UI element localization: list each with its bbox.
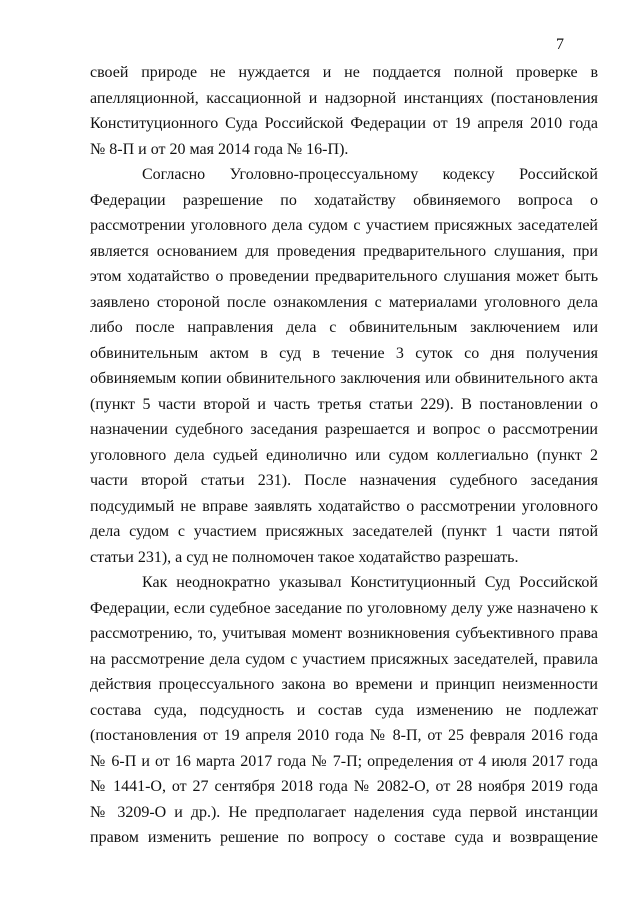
text-line: уголовного дела судьей единолично или судом коллегиально (пункт 2 xyxy=(90,446,598,464)
text-line: назначении судебного заседания разрешается и вопрос о рассмотрении xyxy=(90,421,598,438)
text-line: своей природе не нуждается и не поддается полной проверке в xyxy=(90,64,598,81)
text-line: обвиняемым копии обвинительного заключения или обвинительного акта xyxy=(90,370,598,387)
text-line: заявлено стороной после ознакомления с материалами уголовного дела xyxy=(90,293,598,311)
text-line: апелляционной, кассационной и надзорной инстанциях (постановления xyxy=(90,89,598,107)
text-line: рассмотрении уголовного дела судом с участием присяжных заседателей xyxy=(90,217,598,234)
text-line: состава суда, подсудность и состав суда изменению не подлежат xyxy=(90,701,598,719)
text-line: обвинительным актом в суд в течение 3 суток со дня получения xyxy=(90,344,598,362)
text-line: № 3209-О и др.). Не предполагает наделения суда первой инстанции xyxy=(90,803,598,821)
text-line: Федерации разрешение по ходатайству обвиняемого вопроса о xyxy=(90,191,598,209)
text-line: является основанием для проведения предварительного слушания, при xyxy=(90,242,598,260)
text-line: рассмотрению, то, учитывая момент возникновения субъективного права xyxy=(90,625,598,642)
text-line: Согласно Уголовно-процессуальному кодексу Российской xyxy=(142,166,598,183)
text-line: на рассмотрение дела судом с участием присяжных заседателей, правила xyxy=(90,650,598,668)
text-line: части второй статьи 231). После назначения судебного заседания xyxy=(90,472,598,489)
text-line: № 1441-О, от 27 сентября 2018 года № 2082-О, от 28 ноября 2019 года xyxy=(90,778,598,795)
text-line: Федерации, если судебное заседание по уголовному делу уже назначено к xyxy=(90,599,598,617)
text-line: № 8-П и от 20 мая 2014 года № 16-П). xyxy=(90,140,349,158)
text-line: Как неоднократно указывал Конституционный Суд Российской xyxy=(142,574,598,591)
text-line: действия процессуального закона во времени и принцип неизменности xyxy=(90,676,598,693)
text-line: № 6-П и от 16 марта 2017 года № 7-П; определения от 4 июля 2017 года xyxy=(90,752,598,770)
text-line: этом ходатайство о проведении предварительного слушания может быть xyxy=(90,268,598,285)
text-line: подсудимый не вправе заявлять ходатайство о рассмотрении уголовного xyxy=(90,497,598,515)
text-line: Конституционного Суда Российской Федерации от 19 апреля 2010 года xyxy=(90,115,598,132)
text-line: правом изменить решение по вопросу о составе суда и возвращение xyxy=(90,829,598,846)
paragraph xyxy=(90,60,598,162)
text-line: (пункт 5 части второй и часть третья статьи 229). В постановлении о xyxy=(90,395,598,413)
document-body xyxy=(90,60,598,851)
paragraph xyxy=(90,162,598,570)
page-number: 7 xyxy=(556,36,564,53)
paragraph xyxy=(90,570,598,851)
text-line: дела судом с участием присяжных заседателей (пункт 1 части пятой xyxy=(90,523,598,540)
text-line: статьи 231), а суд не полномочен такое ходатайство разрешать. xyxy=(90,548,519,566)
text-line: либо после направления дела с обвинительным заключением или xyxy=(90,319,598,336)
text-line: (постановления от 19 апреля 2010 года № 8-П, от 25 февраля 2016 года xyxy=(90,727,598,744)
